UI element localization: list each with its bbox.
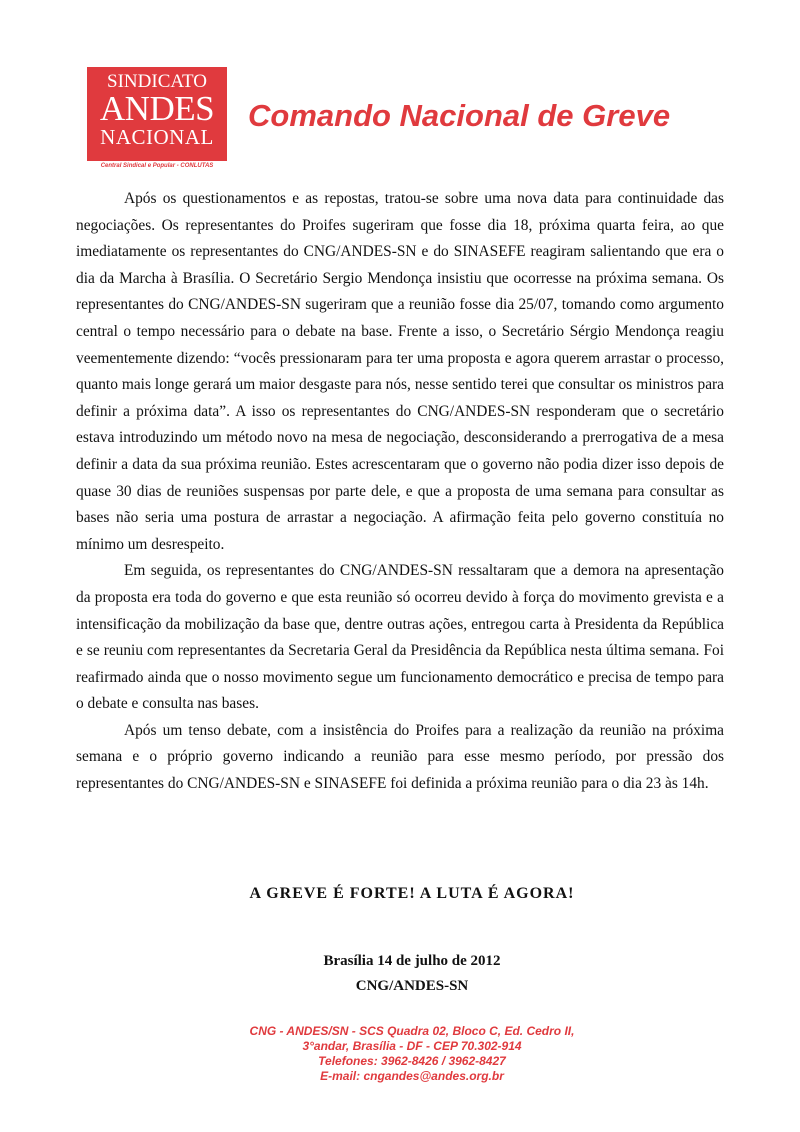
body-paragraph-3: Após um tenso debate, com a insistência do Proifes para a realização da reunião na próxima semana e o próprio governo indicando a reunião para esse mesmo período, por pressão dos representantes do CNG/ANDES-SN e SINASEFE foi definida a próxima reunião para o dia 23 às 14h. bbox=[76, 721, 724, 793]
logo-line-sindicato: SINDICATO bbox=[107, 71, 207, 92]
logo-box bbox=[87, 67, 227, 161]
logo-caption: Central Sindical e Popular - CONLUTAS bbox=[100, 163, 214, 169]
document-header-title: Comando Nacional de Greve bbox=[248, 98, 671, 133]
sindicato-andes-logo bbox=[87, 67, 227, 171]
body-paragraph-1: Após os questionamentos e as repostas, tratou-se sobre uma nova data para continuidade das negociações. Os representantes do Proifes sugeriram que fosse dia 18, próxima quarta feira, ao que imediatamente os representantes do CNG/ANDES-SN e do SINASEFE reagiram salientando que era o dia da Marcha à Brasília. O Secretário Sergio Mendonça insistiu que ocorresse na próxima semana. Os representantes do CNG/ANDES-SN sugeriram que a reunião fosse dia 25/07, tomando como argumento central o tempo necessário para o debate na base. Frente a isso, o Secretário Sérgio Mendonça reagiu veementemente dizendo: “vocês pressionaram para ter uma proposta e agora querem arrastar o processo, quanto mais longe gerará um maior desgaste para nós, nesse sentido terei que consultar os ministros para definir a próxima data”. A isso os representantes do CNG/ANDES-SN responderam que o secretário estava introduzindo um método novo na mesa de negociação, desconsiderando a prerrogativa de a mesa definir a data da sua próxima reunião. Estes acrescentaram que o governo não podia dizer isso depois de quase 30 dias de reuniões suspensas por parte dele, e que a proposta de uma semana para consultar as bases não seria uma postura de arrastar a negociação. A afirmação feita pelo governo constituía no mínimo um desrespeito. bbox=[76, 190, 724, 553]
slogan: A GREVE É FORTE! A LUTA É AGORA! bbox=[249, 885, 575, 902]
body-paragraph-2: Em seguida, os representantes do CNG/ANDES-SN ressaltaram que a demora na apresentação da proposta era toda do governo e que esta reunião só ocorreu devido à força do movimento grevista e a intensificação da mobilização da base que, dentre outras ações, entregou carta à Presidenta da República e se reuniu com representantes da Secretaria Geral da Presidência da República nesta última semana. Foi reafirmado ainda que o nosso movimento segue um funcionamento democrático e precisa de tempo para o debate e consulta nas bases. bbox=[76, 562, 724, 713]
footer-address-line2: 3°andar, Brasília - DF - CEP 70.302-914 bbox=[302, 1039, 522, 1053]
footer-phones: Telefones: 3962-8426 / 3962-8427 bbox=[318, 1054, 506, 1068]
signature-date: Brasília 14 de julho de 2012 bbox=[323, 953, 501, 969]
document-body bbox=[76, 186, 724, 798]
footer-email: E-mail: cngandes@andes.org.br bbox=[320, 1069, 504, 1083]
logo-line-andes: ANDES bbox=[99, 89, 215, 128]
logo-line-nacional: NACIONAL bbox=[100, 125, 214, 149]
signature-org: CNG/ANDES-SN bbox=[355, 978, 469, 994]
footer-contact bbox=[76, 1024, 748, 1084]
footer-address-line1: CNG - ANDES/SN - SCS Quadra 02, Bloco C, Ed. Cedro II, bbox=[249, 1024, 575, 1038]
